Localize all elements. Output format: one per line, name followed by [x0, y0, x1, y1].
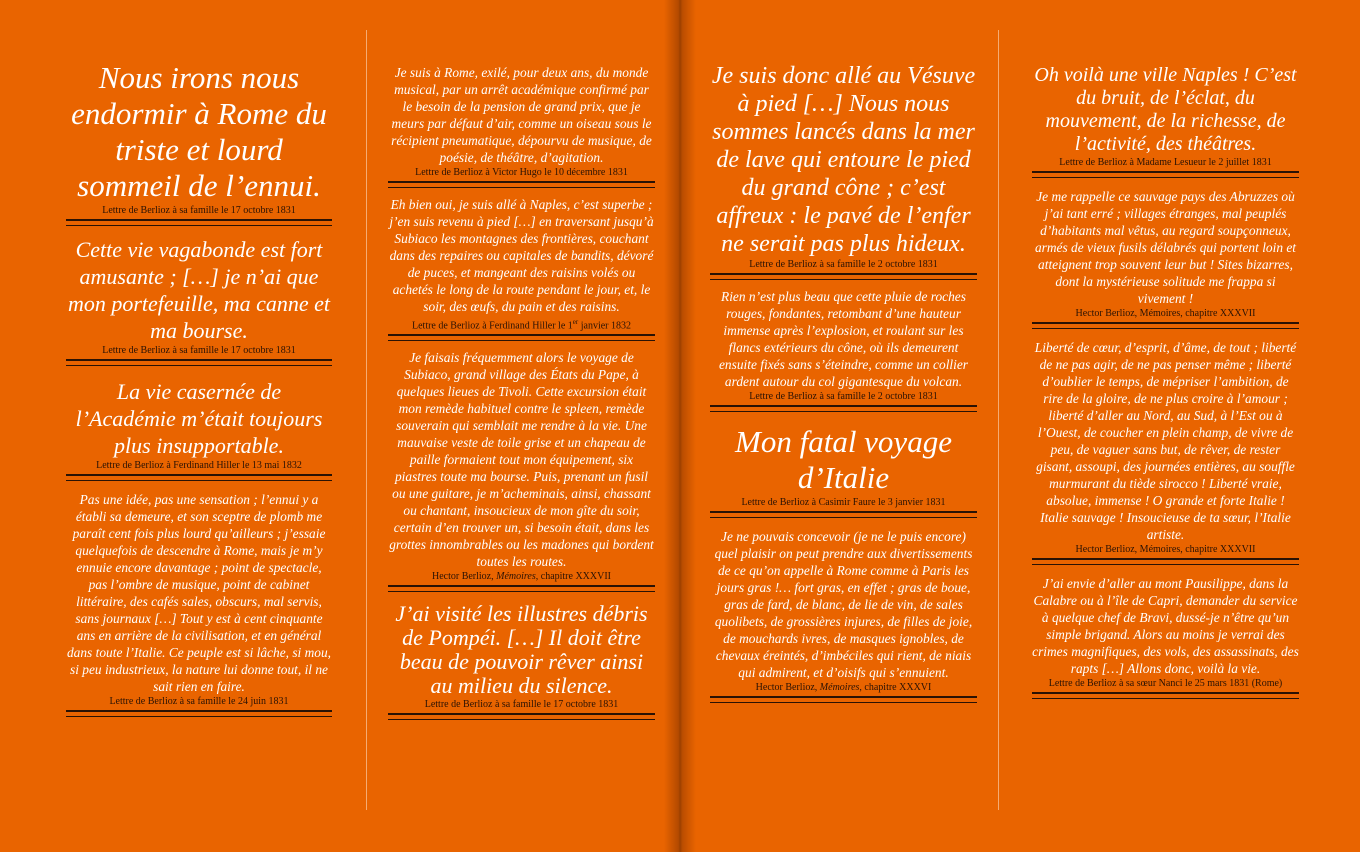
- quote-caption: [710, 682, 977, 694]
- quote-caption: Lettre de Berlioz à sa famille le 2 octobre 1831: [749, 391, 938, 402]
- caption-rule: [710, 696, 977, 703]
- caption-superscript: er: [572, 318, 579, 326]
- caption-rule: [66, 474, 332, 481]
- quote-text: Je faisais fréquemment alors le voyage de Subiaco, grand village des États du Pape, à quelques lieues de Tivoli. Cette excursion était mon remède habituel contre le spleen, remède souverain qui semblait me rendre à la vie. Une mauvaise veste de toile grise et un chapeau de paille formaient tout mon équipement, six piastres toute ma bourse. Puis, prenant un fusil ou une guitare, je m’acheminais, ainsi, chassant ou chantant, insoucieux de mon gîte du soir, certain d’en trouver un, si besoin était, dans les grottes innombrables ou les madones qui bordent toutes les routes.: [389, 350, 654, 570]
- quote-text: J’ai envie d’aller au mont Pausilippe, dans la Calabre ou à l’île de Capri, demander du service à quelque chef de Bravi, dussé-je n’être qu’un simple brigand. Alors au moins je verrai des crimes magnifiques, des vols, des assassinats, des rapts […] Allons donc, voilà la vie.: [1032, 576, 1299, 676]
- caption-rule: [388, 181, 655, 188]
- caption-rule: [66, 710, 332, 717]
- caption-rule: [1032, 558, 1299, 565]
- quote-caption: Hector Berlioz, Mémoires, chapitre XXXVII: [1075, 308, 1256, 319]
- caption-text: janvier 1832: [578, 320, 631, 332]
- quote-text: Je suis à Rome, exilé, pour deux ans, du monde musical, par un arrêt académique confirmé par le besoin de la pension de grand prix, que je meurs par défaut d’air, comme un oiseau sous le récipient pneumatique, dépourvu de musique, de poésie, de théâtre, d’agitation.: [391, 65, 652, 165]
- caption-rule: [1032, 171, 1299, 178]
- quote-caption: Hector Berlioz, Mémoires, chapitre XXXVII: [1075, 544, 1256, 555]
- pull-quote: Cette vie vagabonde est fort amusante ; […] je n’ai que mon portefeuille, ma canne et ma bourse.: [67, 237, 331, 343]
- pull-quote: Oh voilà une ville Naples ! C’est du bruit, de l’éclat, du mouvement, de la richesse, de l’activité, des théâtres.: [1034, 64, 1297, 155]
- caption-rule: [66, 359, 332, 366]
- quote-caption: Lettre de Berlioz à Casimir Faure le 3 janvier 1831: [741, 497, 946, 508]
- quote-caption: Lettre de Berlioz à sa famille le 17 octobre 1831: [102, 205, 296, 216]
- column-3: [710, 62, 977, 703]
- page-gutter: [664, 0, 696, 852]
- caption-text: Hector Berlioz,: [755, 682, 820, 693]
- caption-rule: [388, 713, 655, 720]
- pull-quote: La vie casernée de l’Académie m’était toujours plus insupportable.: [75, 379, 323, 458]
- quote-text: Je me rappelle ce sauvage pays des Abruzzes où j’ai tant erré ; villages étranges, mal peuplés d’habitants mal vêtus, au regard soupçonneux, armés de vieux fusils délabrés qui portent loin et atteignent trop souvent leur but ! Sites bizarres, dont la mystérieuse solitude me frappa si vivement !: [1034, 189, 1297, 306]
- quote-caption: Lettre de Berlioz à sa sœur Nanci le 25 mars 1831 (Rome): [1048, 678, 1283, 689]
- caption-rule: [1032, 692, 1299, 699]
- caption-text: , chapitre XXXVII: [535, 571, 611, 583]
- caption-rule: [710, 405, 977, 412]
- pull-quote: Je suis donc allé au Vésuve à pied […] Nous nous sommes lancés dans la mer de lave qui entoure le pied du grand cône ; c’est affreux : le pavé de l’enfer ne serait pas plus hideux.: [711, 63, 976, 257]
- quote-text: Rien n’est plus beau que cette pluie de roches rouges, fondantes, retombant d’une hauteur immense après l’explosion, et roulant sur les flancs extérieurs du cône, où ils demeurent ensuite fixés sans s’éteindre, comme un collier ardent autour du col gigantesque du volcan.: [718, 289, 969, 389]
- caption-rule: [388, 585, 655, 592]
- column-4: [1032, 64, 1299, 699]
- caption-text: Lettre de Berlioz à Ferdinand Hiller le 1: [412, 320, 573, 332]
- quote-text: Liberté de cœur, d’esprit, d’âme, de tout ; liberté de ne pas agir, de ne pas penser même ; liberté d’oublier le temps, de mépriser l’ambition, de rire de la gloire, de ne plus croire à l’amour ; liberté d’aller au Nord, au Sud, à l’Est ou à l’Ouest, de coucher en plein champ, de vivre de peu, de vaguer sans but, de rêver, de rester gisant, assoupi, des journées entières, au souffle murmurant du tiède sirocco ! Liberté vraie, absolue, immense ! O grande et forte Italie ! Italie sauvage ! Insoucieuse de ta sœur, l’Italie artiste.: [1034, 340, 1297, 542]
- caption-rule: [66, 219, 332, 226]
- caption-book-title: Mémoires: [496, 571, 536, 583]
- quote-caption: Lettre de Berlioz à sa famille le 24 juin 1831: [109, 696, 289, 707]
- quote-caption: Lettre de Berlioz à Madame Lesueur le 2 juillet 1831: [1059, 157, 1272, 168]
- column-divider: [998, 30, 999, 810]
- caption-rule: [1032, 322, 1299, 329]
- caption-rule: [710, 511, 977, 518]
- quote-caption: Lettre de Berlioz à sa famille le 17 octobre 1831: [424, 699, 619, 711]
- caption-rule: [710, 273, 977, 280]
- quote-caption: [388, 316, 655, 332]
- pull-quote: Nous irons nous endormir à Rome du triste et lourd sommeil de l’ennui.: [71, 60, 327, 203]
- quote-caption: [388, 571, 655, 583]
- caption-text: , chapitre XXXVI: [859, 682, 932, 693]
- quote-text: Pas une idée, pas une sensation ; l’ennui y a établi sa demeure, et son sceptre de plomb me paraît cent fois plus lourd qu’ailleurs ; j’essaie quelquefois de descendre à Rome, mais je m’y ennuie encore davantage ; point de spectacle, pas l’ombre de musique, point de cabinet littéraire, des cafés sales, obscurs, mal servis, sans journaux […] Tout y est à cent cinquante ans en arrière de la civilisation, et en général dans toute l’Italie. Ce peuple est si lâche, si mou, si peu industrieux, la nature lui donne tout, il ne sait rien en faire.: [66, 492, 332, 694]
- quote-caption: Lettre de Berlioz à Victor Hugo le 10 décembre 1831: [415, 167, 628, 178]
- quote-caption: Lettre de Berlioz à sa famille le 17 octobre 1831: [102, 345, 296, 356]
- column-2: [388, 64, 655, 720]
- pull-quote: J’ai visité les illustres débris de Pompéi. […] Il doit être beau de pouvoir rêver ainsi au milieu du silence.: [395, 601, 648, 699]
- caption-book-title: Mémoires: [819, 682, 860, 693]
- pull-quote: Mon fatal voyage d’Italie: [735, 424, 952, 495]
- quote-text: Eh bien oui, je suis allé à Naples, c’est superbe ; j’en suis revenu à pied […] en traversant jusqu’à Subiaco les montagnes des frontières, couchant dans des repaires ou capitales de bandits, dévoré de puces, et mangeant des raisins volés ou achetés le long de la route pendant le jour, et, le soir, des œufs, du pain et des raisins.: [389, 197, 654, 314]
- quote-caption: Lettre de Berlioz à Ferdinand Hiller le 13 mai 1832: [96, 460, 302, 471]
- quote-caption: Lettre de Berlioz à sa famille le 2 octobre 1831: [749, 259, 938, 270]
- column-1: [66, 60, 332, 717]
- caption-rule: [388, 334, 655, 341]
- caption-text: Hector Berlioz,: [431, 571, 497, 583]
- column-divider: [366, 30, 367, 810]
- quote-text: Je ne pouvais concevoir (je ne le puis encore) quel plaisir on peut prendre aux divertissements de ce qu’on appelle à Rome comme à Paris les jours gras !… fort gras, en effet ; gras de boue, gras de fard, de blanc, de lie de vin, de sales quolibets, de grossières injures, de filles de joie, de mouchards ivres, de masques ignobles, de chevaux éreintés, d’imbéciles qui rient, de niais qui admirent, et d’oisifs qui s’ennuient.: [714, 529, 973, 680]
